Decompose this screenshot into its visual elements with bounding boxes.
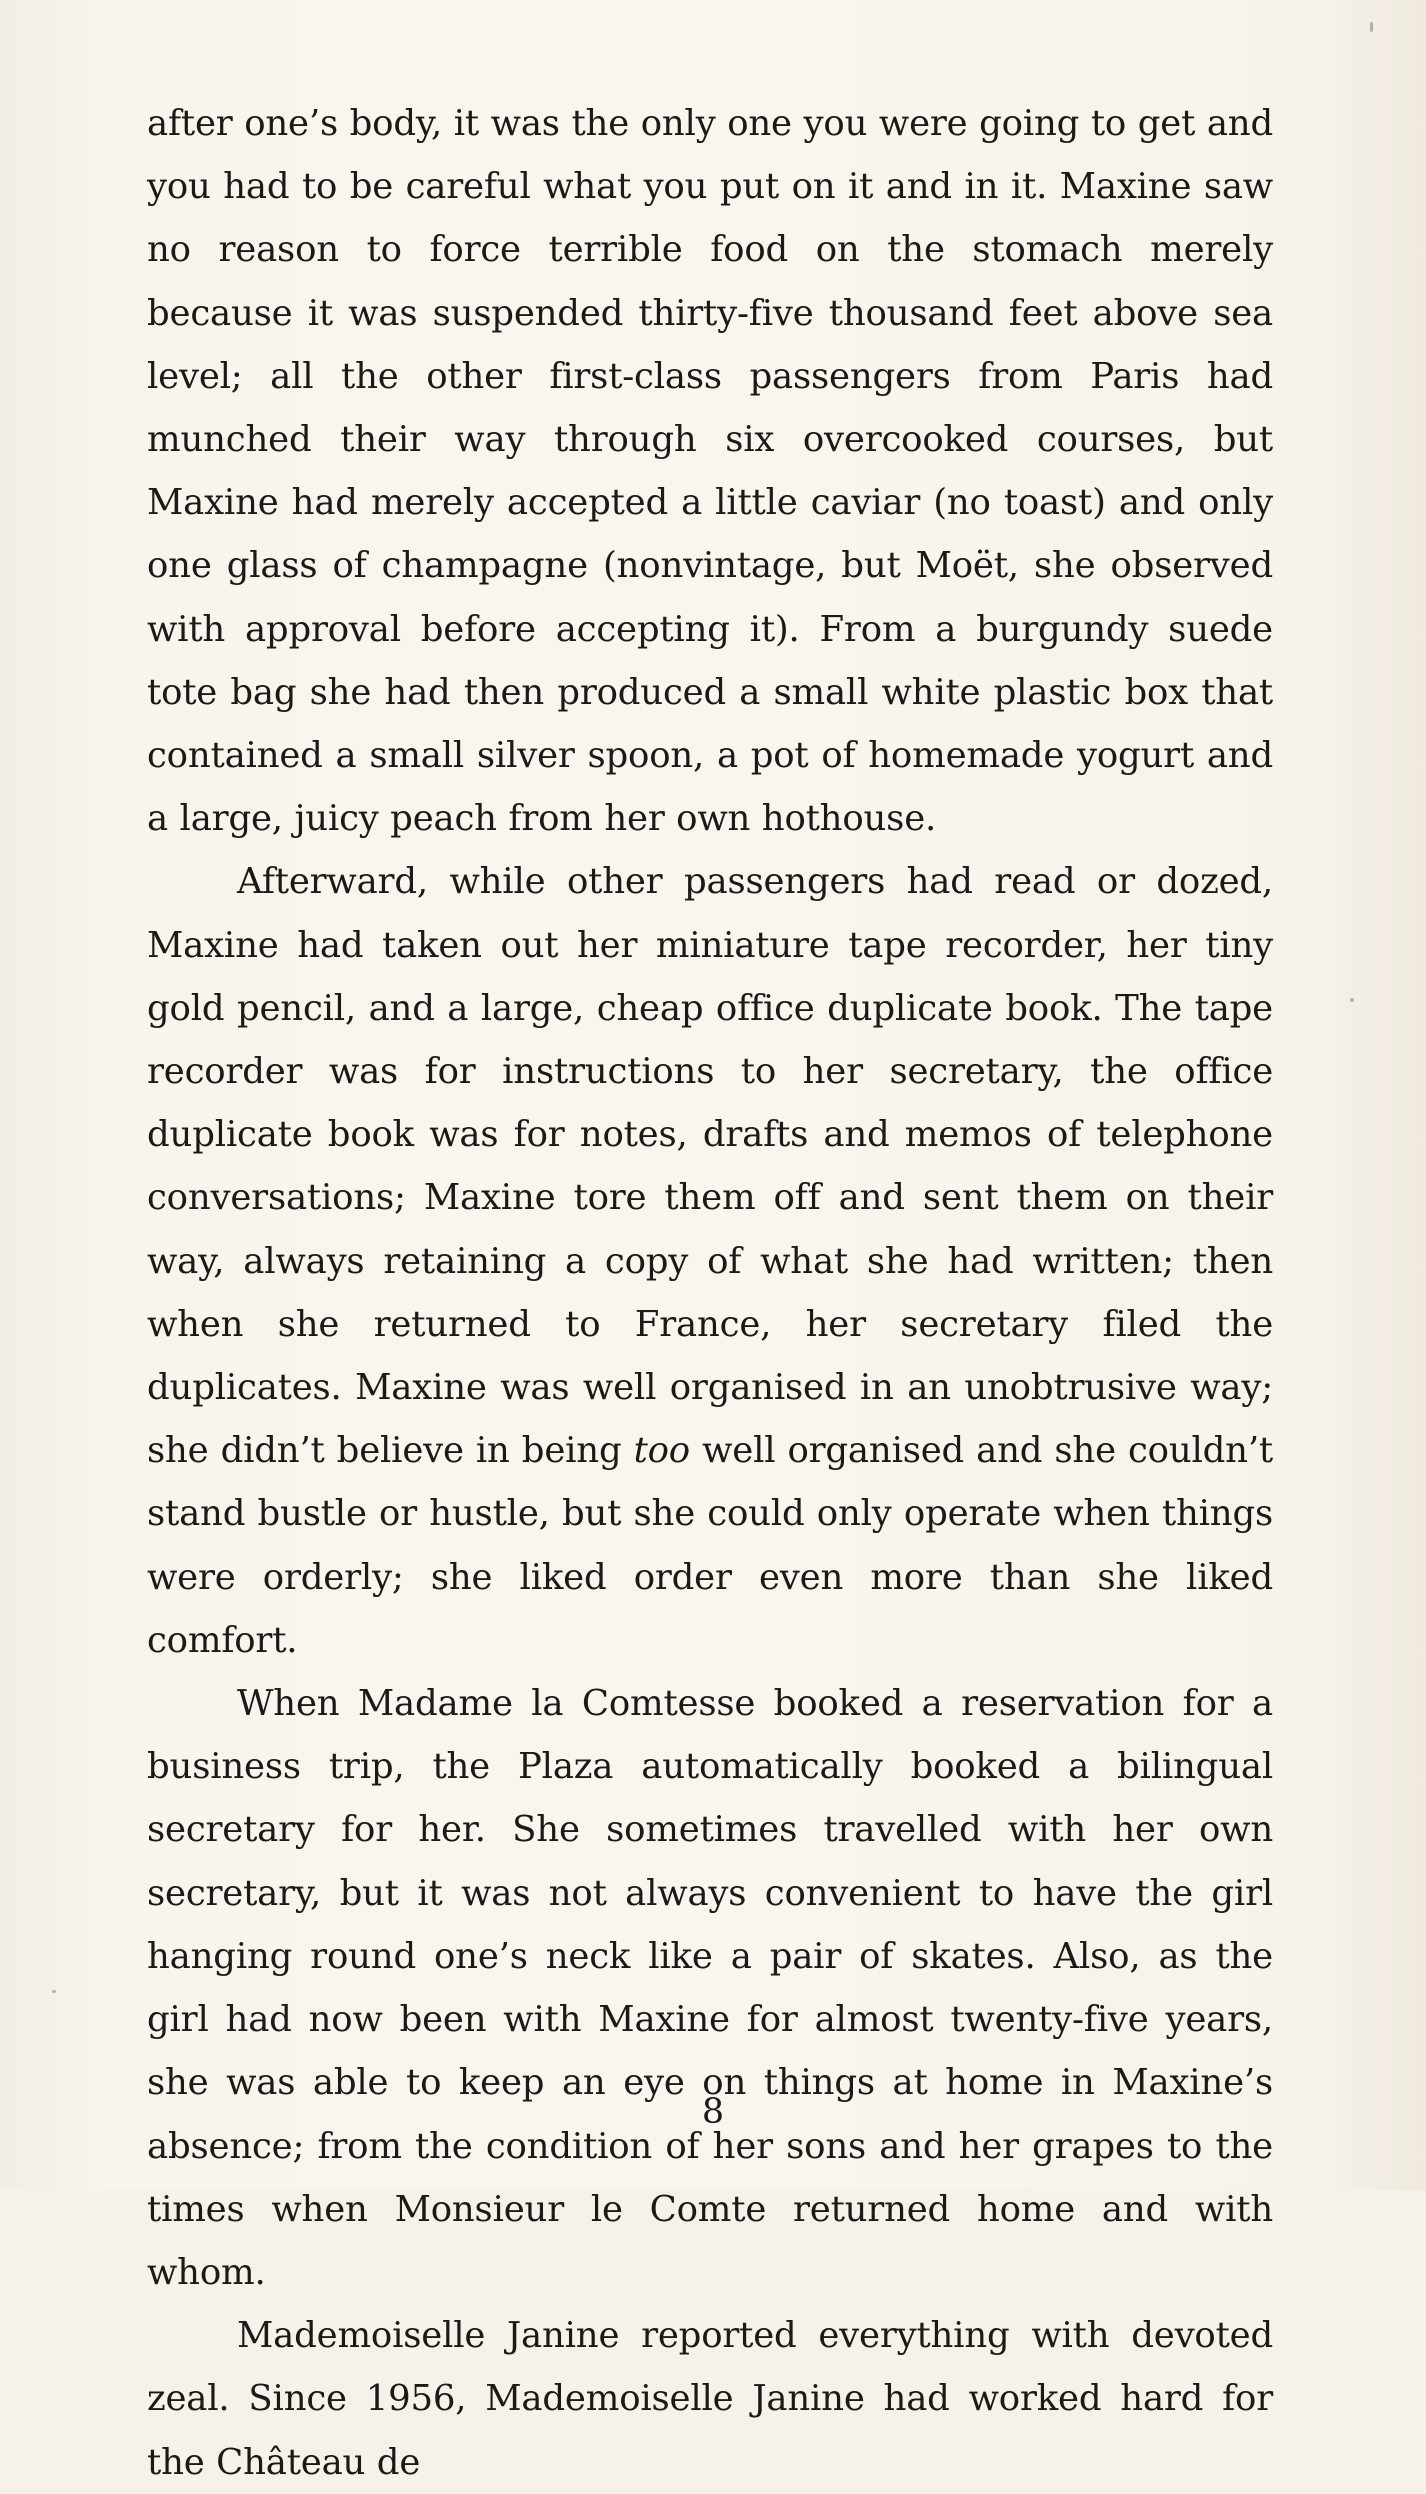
body-text bbox=[147, 92, 1273, 2494]
paragraph-2-text: Afterward, while other passengers had read or dozed, Maxine had taken out her miniature tape recorder, her tiny gold pencil, and a large, cheap office duplicate book. The tape recorder was for instructions to her secretary, the office duplicate book was for notes, drafts and memos of telephone conversations; Maxine tore them off and sent them on their way, always retaining a copy of what she had written; then when she returned to France, her secretary filed the duplicates. Maxine was well organised in an unobtrusive way; she didn’t believe in being bbox=[147, 861, 1273, 1472]
paragraph-4: Mademoiselle Janine reported everything with devoted zeal. Since 1956, Mademoiselle Janine had worked hard for the Château de bbox=[147, 2315, 1273, 2483]
page-number: 8 bbox=[701, 2092, 725, 2132]
paper-speck bbox=[1370, 22, 1373, 32]
emphasis-too: too bbox=[633, 1430, 690, 1472]
paragraph-2-continued: well organised and she couldn’t stand bustle or hustle, but she could only operate when things were orderly; she liked order even more than she liked comfort. bbox=[147, 1430, 1273, 1661]
paper-speck bbox=[1350, 998, 1354, 1002]
paper-speck bbox=[52, 1990, 56, 1993]
paragraph-1: after one’s body, it was the only one you were going to get and you had to be careful what you put on it and in it. Maxine saw no reason to force terrible food on the stomach merely because it was suspended thirty-five thousand feet above sea level; all the other first-class passengers from Paris had munched their way through six overcooked courses, but Maxine had merely accepted a little caviar (no toast) and only one glass of champagne (nonvintage, but Moët, she observed with approval before accepting it). From a burgundy suede tote bag she had then produced a small white plastic box that contained a small silver spoon, a pot of homemade yogurt and a large, juicy peach from her own hothouse. bbox=[147, 103, 1273, 840]
paragraph-3: When Madame la Comtesse booked a reservation for a business trip, the Plaza automatically booked a bilingual secretary for her. She sometimes travelled with her own secretary, but it was not always convenient to have the girl hanging round one’s neck like a pair of skates. Also, as the girl had now been with Maxine for almost twenty-five years, she was able to keep an eye on things at home in Maxine’s absence; from the condition of her sons and her grapes to the times when Monsieur le Comte returned home and with whom. bbox=[147, 1683, 1273, 2293]
paragraph-2 bbox=[147, 850, 1273, 1672]
